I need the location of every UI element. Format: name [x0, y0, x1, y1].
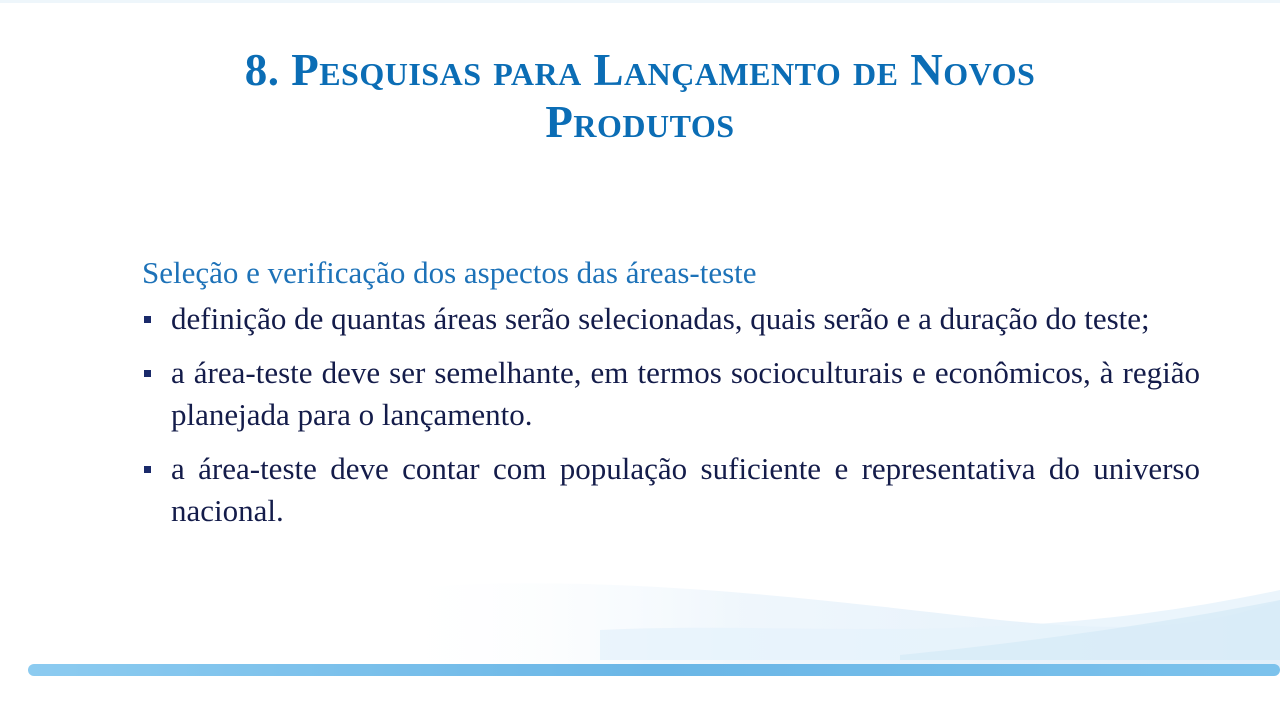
top-border [0, 0, 1280, 3]
bullet-text: definição de quantas áreas serão selecionadas, quais serão e a duração do teste; [171, 301, 1150, 336]
subheading: Seleção e verificação dos aspectos das áreas-teste [142, 255, 757, 290]
slide-title-line-1: 8. Pesquisas para Lançamento de Novos [244, 45, 1036, 95]
square-bullet-icon [144, 370, 151, 377]
wave-bar [28, 664, 1280, 676]
slide-content [142, 252, 1200, 544]
square-bullet-icon [144, 466, 151, 473]
bullet-item [142, 352, 1200, 436]
bullet-text: a área-teste deve ser semelhante, em termos socioculturais e econômicos, à região planejada para o lançamento. [171, 355, 1200, 432]
slide-title-line-2: Produtos [545, 97, 735, 147]
bullet-text: a área-teste deve contar com população suficiente e representativa do universo nacional. [171, 451, 1200, 528]
bullet-item [142, 448, 1200, 532]
bullet-item [142, 298, 1200, 340]
square-bullet-icon [144, 316, 151, 323]
decorative-wave [0, 560, 1280, 720]
slide-title [140, 44, 1140, 148]
bullet-list [142, 298, 1200, 532]
